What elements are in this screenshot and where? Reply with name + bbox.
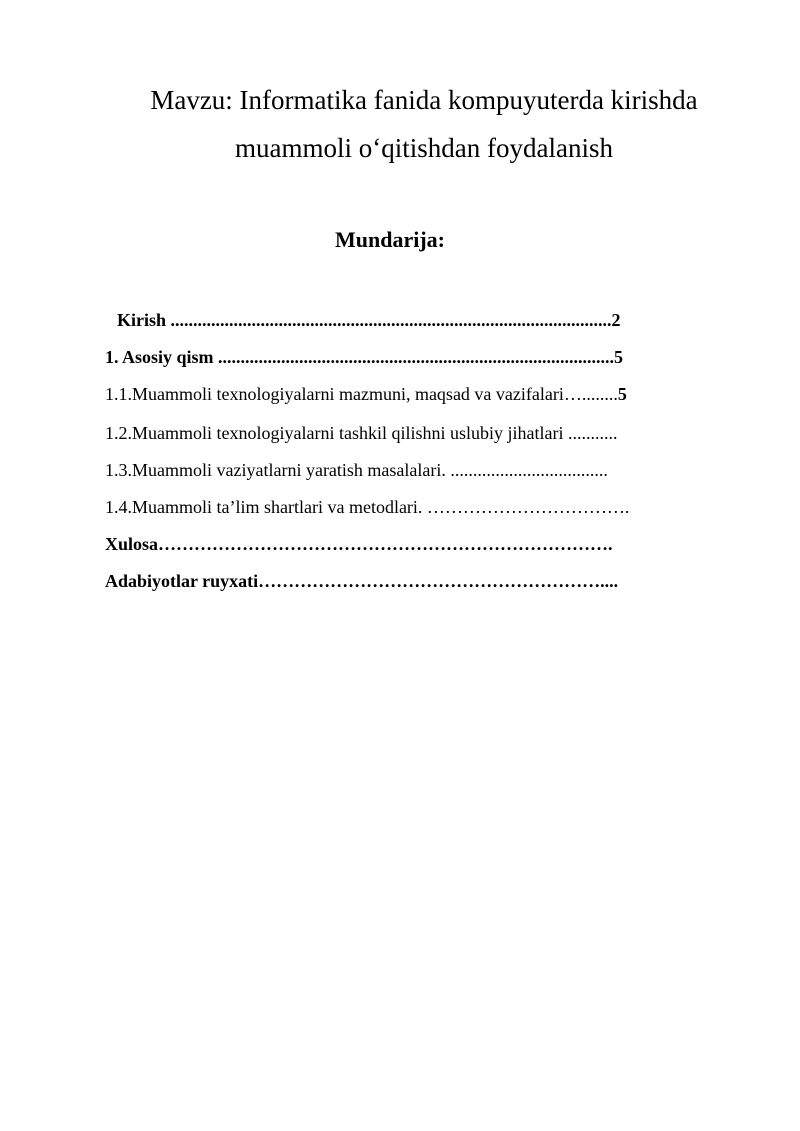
toc-entry-adabiyotlar: Adabiyotlar ruyxati………………………………………………….... [105,571,619,591]
toc-entry-asosiy-qism: 1. Asosiy qism ........................................................................................5 [105,347,624,367]
document-title-line-1: Mavzu: Informatika fanida kompuyuterda kirishda [150,85,698,115]
toc-entry-1-4: 1.4.Muammoli ta’lim shartlari va metodlari. ……………………………. [105,497,630,517]
toc-entry-1-1-page: 5 [617,384,627,404]
toc-entry-1-3: 1.3.Muammoli vaziyatlarni yaratish masalalari. ................................... [105,460,608,480]
toc-entry-1-2: 1.2.Muammoli texnologiyalarni tashkil qilishni uslubiy jihatlari ........... [105,423,618,443]
document-title-line-2: muammoli o‘qitishdan foydalanish [235,133,613,163]
toc-entry-kirish: Kirish ..................................................................................................2 [117,310,621,330]
toc-heading: Mundarija: [335,227,445,252]
toc-entry-1-1-label: 1.1.Muammoli texnologiyalarni mazmuni, maqsad va vazifalari…........ [105,384,618,404]
toc-entry-1-1 [105,385,627,403]
toc-entry-xulosa: Xulosa…………………………………………………………………. [105,534,613,554]
